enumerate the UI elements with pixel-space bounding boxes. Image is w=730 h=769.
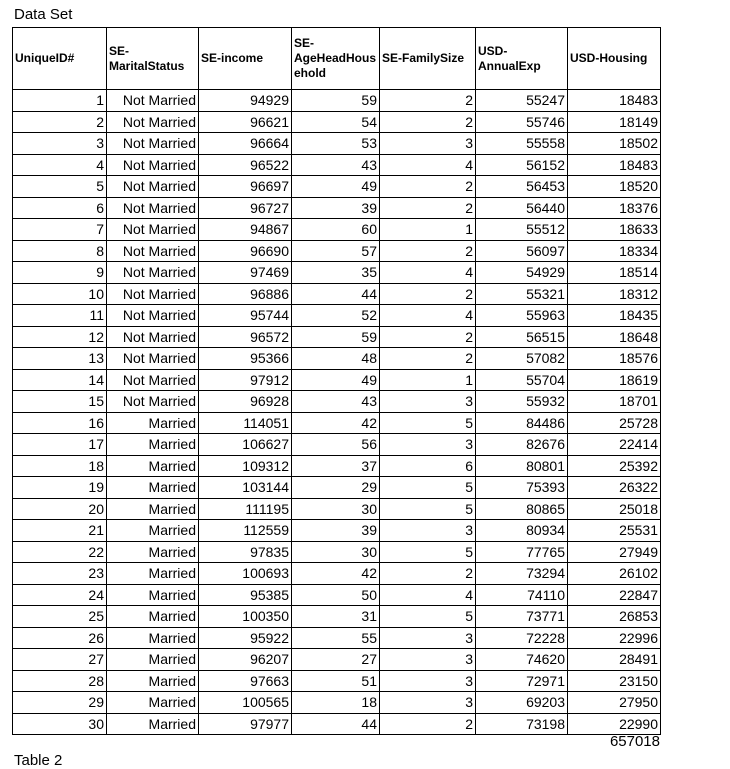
sheet-title: Data Set [14,6,73,23]
cell-annual-exp: 80801 [476,455,568,477]
cell-annual-exp: 55558 [476,133,568,155]
cell-age: 44 [292,713,380,735]
cell-family-size: 5 [380,477,476,499]
cell-housing: 18376 [568,197,661,219]
cell-housing: 18502 [568,133,661,155]
cell-family-size: 4 [380,584,476,606]
cell-annual-exp: 56152 [476,154,568,176]
cell-income: 97977 [199,713,292,735]
cell-family-size: 2 [380,326,476,348]
table-row [13,412,661,434]
cell-age: 49 [292,176,380,198]
cell-family-size: 4 [380,154,476,176]
cell-income: 97469 [199,262,292,284]
cell-id: 16 [13,412,107,434]
cell-income: 96522 [199,154,292,176]
cell-marital-status: Married [107,498,199,520]
cell-age: 31 [292,606,380,628]
cell-age: 42 [292,412,380,434]
data-table [12,27,661,735]
cell-id: 12 [13,326,107,348]
cell-income: 94867 [199,219,292,241]
cell-housing: 26853 [568,606,661,628]
cell-income: 103144 [199,477,292,499]
cell-income: 96621 [199,111,292,133]
table-row [13,563,661,585]
cell-income: 96690 [199,240,292,262]
cell-marital-status: Not Married [107,240,199,262]
cell-marital-status: Married [107,520,199,542]
cell-income: 97835 [199,541,292,563]
cell-marital-status: Married [107,541,199,563]
cell-id: 9 [13,262,107,284]
cell-age: 50 [292,584,380,606]
cell-income: 96697 [199,176,292,198]
cell-marital-status: Not Married [107,262,199,284]
cell-annual-exp: 72228 [476,627,568,649]
table-row [13,283,661,305]
table-row [13,649,661,671]
cell-id: 14 [13,369,107,391]
cell-annual-exp: 56097 [476,240,568,262]
cell-id: 25 [13,606,107,628]
cell-housing: 18648 [568,326,661,348]
cell-marital-status: Not Married [107,133,199,155]
cell-id: 21 [13,520,107,542]
cell-marital-status: Not Married [107,176,199,198]
cell-annual-exp: 55321 [476,283,568,305]
cell-housing: 18633 [568,219,661,241]
cell-family-size: 2 [380,111,476,133]
cell-annual-exp: 55704 [476,369,568,391]
cell-id: 29 [13,692,107,714]
cell-housing: 18483 [568,90,661,112]
cell-housing: 22996 [568,627,661,649]
cell-marital-status: Married [107,649,199,671]
cell-age: 42 [292,563,380,585]
table-row [13,455,661,477]
cell-age: 18 [292,692,380,714]
cell-age: 53 [292,133,380,155]
cell-family-size: 5 [380,541,476,563]
table-row [13,713,661,735]
cell-housing: 18334 [568,240,661,262]
cell-id: 1 [13,90,107,112]
cell-age: 39 [292,520,380,542]
cell-id: 11 [13,305,107,327]
cell-family-size: 4 [380,262,476,284]
table-row [13,391,661,413]
cell-age: 43 [292,391,380,413]
header-age-head: SE- AgeHeadHous ehold [292,28,380,90]
cell-age: 27 [292,649,380,671]
cell-family-size: 1 [380,369,476,391]
table-row [13,133,661,155]
cell-housing: 28491 [568,649,661,671]
cell-housing: 22414 [568,434,661,456]
cell-marital-status: Not Married [107,348,199,370]
cell-income: 96664 [199,133,292,155]
cell-annual-exp: 55963 [476,305,568,327]
cell-family-size: 1 [380,219,476,241]
table-row [13,240,661,262]
cell-family-size: 3 [380,520,476,542]
cell-annual-exp: 80865 [476,498,568,520]
cell-income: 100565 [199,692,292,714]
cell-age: 59 [292,90,380,112]
cell-id: 20 [13,498,107,520]
cell-id: 13 [13,348,107,370]
table-row [13,606,661,628]
cell-family-size: 4 [380,305,476,327]
cell-annual-exp: 73198 [476,713,568,735]
cell-family-size: 2 [380,348,476,370]
cell-annual-exp: 55512 [476,219,568,241]
cell-age: 35 [292,262,380,284]
table-row [13,369,661,391]
cell-marital-status: Not Married [107,197,199,219]
cell-id: 8 [13,240,107,262]
cell-housing: 18483 [568,154,661,176]
cell-housing: 18312 [568,283,661,305]
cell-family-size: 2 [380,283,476,305]
table-row [13,111,661,133]
cell-annual-exp: 74110 [476,584,568,606]
cell-id: 30 [13,713,107,735]
cell-family-size: 5 [380,606,476,628]
cell-marital-status: Not Married [107,369,199,391]
cell-housing: 18514 [568,262,661,284]
cell-marital-status: Married [107,477,199,499]
cell-annual-exp: 73771 [476,606,568,628]
cell-annual-exp: 55932 [476,391,568,413]
cell-id: 4 [13,154,107,176]
cell-family-size: 6 [380,455,476,477]
housing-total: 657018 [609,733,660,750]
cell-income: 95744 [199,305,292,327]
cell-family-size: 2 [380,713,476,735]
cell-family-size: 3 [380,649,476,671]
cell-marital-status: Not Married [107,391,199,413]
cell-marital-status: Married [107,434,199,456]
cell-family-size: 3 [380,627,476,649]
cell-annual-exp: 56440 [476,197,568,219]
cell-housing: 18576 [568,348,661,370]
cell-family-size: 3 [380,434,476,456]
cell-annual-exp: 55746 [476,111,568,133]
cell-annual-exp: 57082 [476,348,568,370]
table-row [13,326,661,348]
cell-age: 30 [292,541,380,563]
header-annual-exp: USD-AnnualExp [476,28,568,90]
cell-marital-status: Married [107,412,199,434]
cell-id: 18 [13,455,107,477]
cell-housing: 18701 [568,391,661,413]
cell-age: 37 [292,455,380,477]
cell-housing: 18619 [568,369,661,391]
cell-housing: 25728 [568,412,661,434]
table-row [13,434,661,456]
table-row [13,477,661,499]
cell-annual-exp: 72971 [476,670,568,692]
cell-family-size: 3 [380,133,476,155]
cell-age: 59 [292,326,380,348]
cell-marital-status: Not Married [107,305,199,327]
cell-annual-exp: 56453 [476,176,568,198]
cell-id: 23 [13,563,107,585]
cell-family-size: 2 [380,176,476,198]
cell-housing: 27949 [568,541,661,563]
cell-family-size: 3 [380,692,476,714]
cell-income: 95366 [199,348,292,370]
cell-income: 96928 [199,391,292,413]
table-row [13,498,661,520]
table-row [13,154,661,176]
cell-id: 24 [13,584,107,606]
cell-housing: 18520 [568,176,661,198]
cell-income: 96886 [199,283,292,305]
table-row [13,219,661,241]
cell-annual-exp: 74620 [476,649,568,671]
header-housing: USD-Housing [568,28,661,90]
cell-id: 10 [13,283,107,305]
cell-annual-exp: 56515 [476,326,568,348]
cell-housing: 18149 [568,111,661,133]
cell-age: 29 [292,477,380,499]
cell-marital-status: Married [107,455,199,477]
table-row [13,692,661,714]
cell-income: 96727 [199,197,292,219]
cell-age: 43 [292,154,380,176]
cell-annual-exp: 69203 [476,692,568,714]
cell-id: 28 [13,670,107,692]
cell-marital-status: Married [107,584,199,606]
cell-housing: 27950 [568,692,661,714]
cell-family-size: 2 [380,240,476,262]
cell-id: 22 [13,541,107,563]
cell-income: 96207 [199,649,292,671]
table-row [13,197,661,219]
cell-id: 19 [13,477,107,499]
cell-family-size: 2 [380,563,476,585]
cell-housing: 26102 [568,563,661,585]
cell-id: 27 [13,649,107,671]
cell-annual-exp: 82676 [476,434,568,456]
cell-income: 96572 [199,326,292,348]
cell-annual-exp: 75393 [476,477,568,499]
cell-income: 95385 [199,584,292,606]
cell-family-size: 3 [380,391,476,413]
cell-income: 97663 [199,670,292,692]
cell-marital-status: Married [107,627,199,649]
cell-annual-exp: 73294 [476,563,568,585]
table-row [13,627,661,649]
cell-marital-status: Married [107,670,199,692]
cell-age: 30 [292,498,380,520]
cell-annual-exp: 54929 [476,262,568,284]
cell-id: 26 [13,627,107,649]
table-row [13,90,661,112]
cell-housing: 23150 [568,670,661,692]
table-row [13,305,661,327]
cell-annual-exp: 77765 [476,541,568,563]
cell-family-size: 2 [380,90,476,112]
cell-income: 114051 [199,412,292,434]
cell-annual-exp: 55247 [476,90,568,112]
cell-age: 57 [292,240,380,262]
table-row [13,348,661,370]
cell-id: 17 [13,434,107,456]
cell-marital-status: Not Married [107,90,199,112]
cell-income: 106627 [199,434,292,456]
table-row [13,584,661,606]
cell-housing: 22990 [568,713,661,735]
cell-id: 6 [13,197,107,219]
cell-age: 44 [292,283,380,305]
cell-housing: 18435 [568,305,661,327]
cell-housing: 25018 [568,498,661,520]
cell-income: 112559 [199,520,292,542]
cell-age: 60 [292,219,380,241]
cell-age: 54 [292,111,380,133]
table-row [13,176,661,198]
table-row [13,262,661,284]
cell-income: 95922 [199,627,292,649]
header-row [13,28,661,90]
cell-marital-status: Not Married [107,111,199,133]
cell-marital-status: Married [107,713,199,735]
cell-age: 49 [292,369,380,391]
header-income: SE-income [199,28,292,90]
cell-marital-status: Not Married [107,219,199,241]
header-marital-status: SE- MaritalStatus [107,28,199,90]
cell-age: 39 [292,197,380,219]
cell-id: 15 [13,391,107,413]
cell-marital-status: Not Married [107,326,199,348]
cell-income: 97912 [199,369,292,391]
cell-id: 5 [13,176,107,198]
cell-marital-status: Not Married [107,154,199,176]
cell-family-size: 2 [380,197,476,219]
table-row [13,541,661,563]
header-uniqueid: UniqueID# [13,28,107,90]
cell-family-size: 3 [380,670,476,692]
cell-family-size: 5 [380,498,476,520]
cell-marital-status: Married [107,692,199,714]
table-row [13,520,661,542]
cell-age: 51 [292,670,380,692]
cell-annual-exp: 80934 [476,520,568,542]
table-row [13,670,661,692]
cell-age: 56 [292,434,380,456]
cell-marital-status: Married [107,563,199,585]
cell-marital-status: Not Married [107,283,199,305]
footnote: Table 2 [14,752,63,769]
header-family-size: SE-FamilySize [380,28,476,90]
cell-marital-status: Married [107,606,199,628]
cell-age: 55 [292,627,380,649]
cell-income: 109312 [199,455,292,477]
cell-housing: 25531 [568,520,661,542]
table-body [13,90,661,735]
cell-annual-exp: 84486 [476,412,568,434]
cell-id: 2 [13,111,107,133]
cell-age: 52 [292,305,380,327]
cell-age: 48 [292,348,380,370]
cell-housing: 26322 [568,477,661,499]
cell-housing: 25392 [568,455,661,477]
cell-income: 94929 [199,90,292,112]
cell-housing: 22847 [568,584,661,606]
cell-income: 100350 [199,606,292,628]
cell-income: 100693 [199,563,292,585]
cell-family-size: 5 [380,412,476,434]
cell-id: 3 [13,133,107,155]
cell-income: 111195 [199,498,292,520]
cell-id: 7 [13,219,107,241]
